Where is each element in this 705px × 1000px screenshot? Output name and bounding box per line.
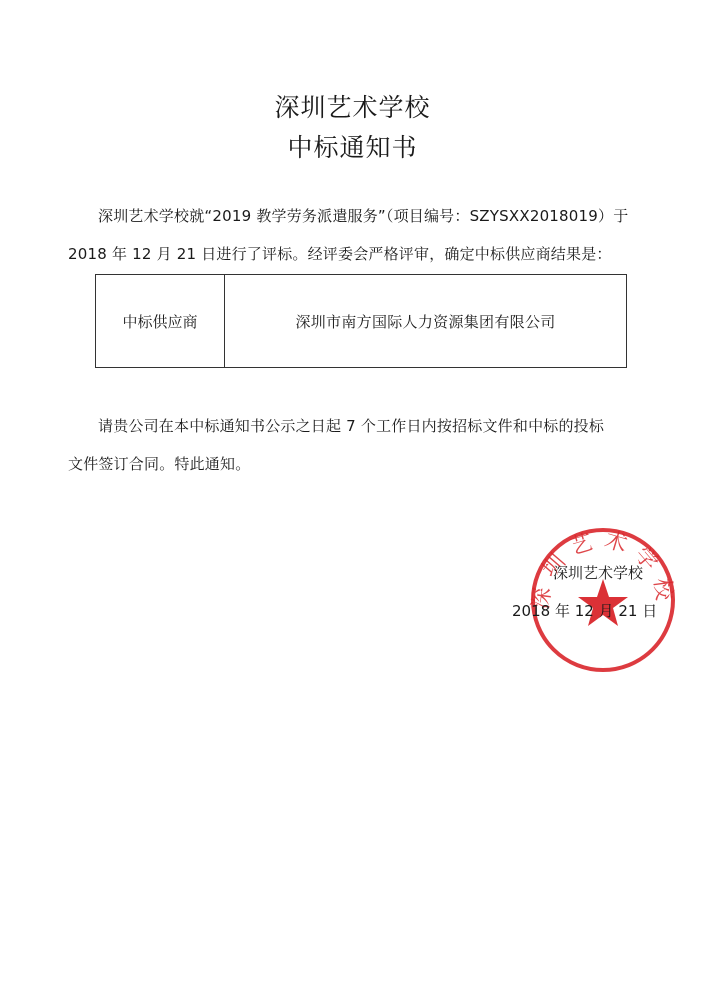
paragraph-2-line-1: 请贵公司在本中标通知书公示之日起 7 个工作日内按招标文件和中标的投标 <box>98 417 605 435</box>
winning-supplier-table <box>95 274 627 368</box>
paragraph-1-line-1: 深圳艺术学校就“2019 教学劳务派遣服务”（项目编号：SZYSXX2018019）于 <box>98 207 629 225</box>
paragraph-1-line-2: 2018 年 12 月 21 日进行了评标。经评委会严格评审，确定中标供应商结果是： <box>68 245 612 263</box>
paragraph-2-line-2: 文件签订合同。特此通知。 <box>68 455 251 473</box>
winning-supplier-name: 深圳市南方国际人力资源集团有限公司 <box>295 312 556 331</box>
winning-supplier-label: 中标供应商 <box>96 275 225 367</box>
document-title-school: 深圳艺术学校 <box>274 93 431 122</box>
document-title-notice: 中标通知书 <box>287 133 418 162</box>
signature-organization: 深圳艺术学校 <box>553 564 644 582</box>
seal-text: 深圳艺术学校 <box>528 527 678 611</box>
signature-date: 2018 年 12 月 21 日 <box>512 602 658 620</box>
